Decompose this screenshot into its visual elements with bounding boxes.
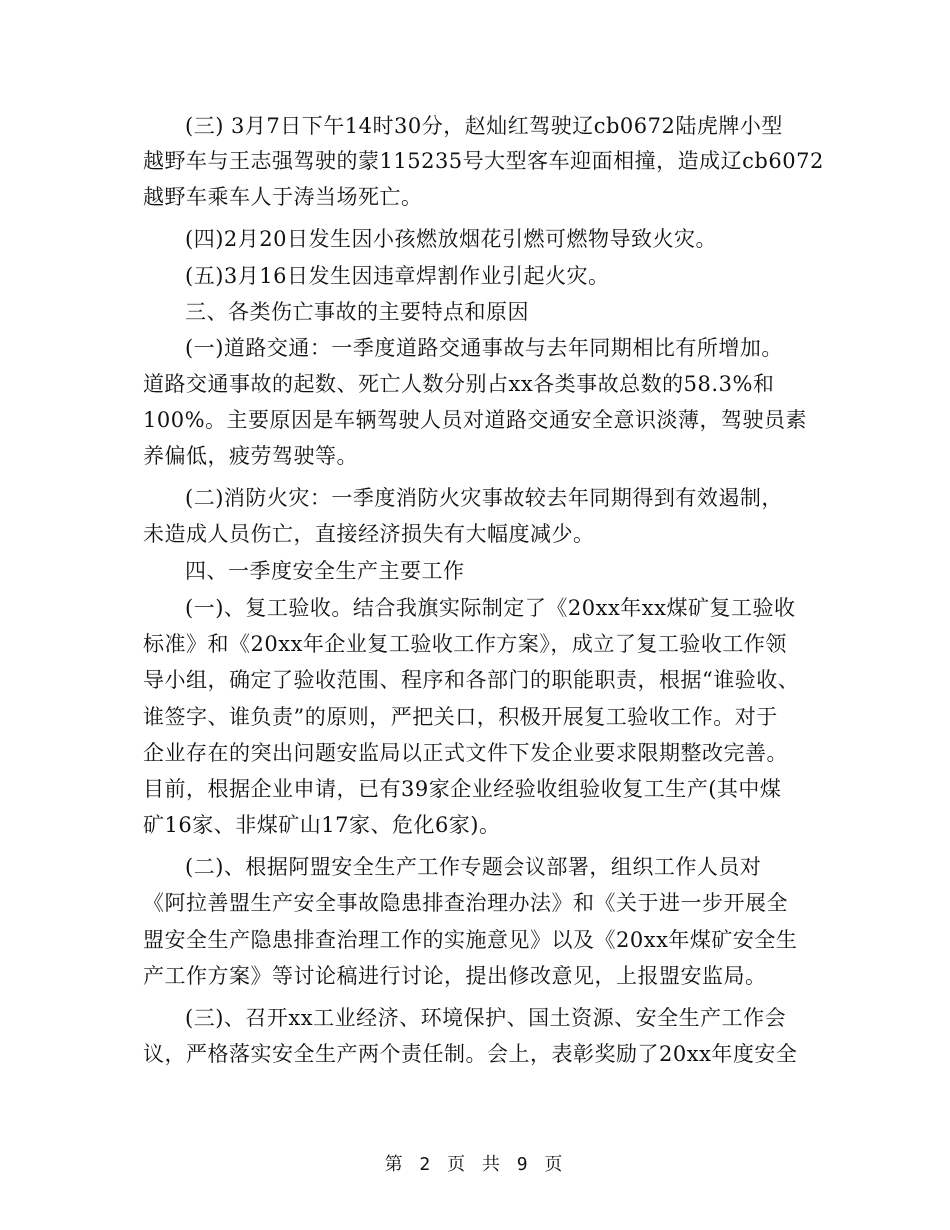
section-heading: 四、一季度安全生产主要工作 bbox=[185, 559, 465, 583]
paragraph-line: (四)2月20日发生因小孩燃放烟花引燃可燃物导致火灾。 bbox=[185, 227, 717, 251]
paragraph-line: 导小组，确定了验收范围、程序和各部门的职能职责，根据“谁验收、 bbox=[143, 668, 800, 692]
section-heading: 三、各类伤亡事故的主要特点和原因 bbox=[185, 300, 529, 324]
paragraph-line: 道路交通事故的起数、死亡人数分别占xx各类事故总数的58.3%和 bbox=[143, 372, 775, 396]
paragraph-line: (二)消防火灾：一季度消防火灾事故较去年同期得到有效遏制， bbox=[185, 486, 783, 510]
paragraph-line: 《阿拉善盟生产安全事故隐患排查治理办法》和《关于进一步开展全 bbox=[143, 891, 788, 915]
paragraph-line: (一)道路交通：一季度道路交通事故与去年同期相比有所增加。 bbox=[185, 336, 783, 360]
paragraph-line: 产工作方案》等讨论稿进行讨论，提出修改意见，上报盟安监局。 bbox=[143, 964, 767, 988]
page-number-footer: 第 2 页 共 9 页 bbox=[384, 1154, 566, 1175]
paragraph-line: 越野车与王志强驾驶的蒙115235号大型客车迎面相撞，造成辽cb6072 bbox=[143, 149, 824, 173]
paragraph-line: (二)、根据阿盟安全生产工作专题会议部署，组织工作人员对 bbox=[185, 855, 762, 879]
paragraph-line: 议，严格落实安全生产两个责任制。会上，表彰奖励了20xx年度安全 bbox=[143, 1042, 798, 1066]
paragraph-line: 养偏低，疲劳驾驶等。 bbox=[143, 444, 358, 468]
paragraph-line: 矿16家、非煤矿山17家、危化6家)。 bbox=[143, 813, 501, 837]
paragraph-line: (三) 3月7日下午14时30分，赵灿红驾驶辽cb0672陆虎牌小型 bbox=[185, 114, 783, 138]
paragraph-line: (三)、召开xx工业经济、环境保护、国土资源、安全生产工作会 bbox=[185, 1006, 787, 1030]
paragraph-line: 越野车乘车人于涛当场死亡。 bbox=[143, 185, 423, 209]
paragraph-line: 谁签字、谁负责”的原则，严把关口，积极开展复工验收工作。对于 bbox=[143, 705, 778, 729]
paragraph-line: (一)、复工验收。结合我旗实际制定了《20xx年xx煤矿复工验收 bbox=[185, 596, 796, 620]
paragraph-line: 盟安全生产隐患排查治理工作的实施意见》以及《20xx年煤矿安全生 bbox=[143, 928, 798, 952]
paragraph-line: 企业存在的突出问题安监局以正式文件下发企业要求限期整改完善。 bbox=[143, 741, 788, 765]
paragraph-line: 标准》和《20xx年企业复工验收工作方案》，成立了复工验收工作领 bbox=[143, 632, 787, 656]
paragraph-line: 未造成人员伤亡，直接经济损失有大幅度减少。 bbox=[143, 522, 595, 546]
paragraph-line: 目前，根据企业申请，已有39家企业经验收组验收复工生产(其中煤 bbox=[143, 777, 782, 801]
paragraph-line: 100%。主要原因是车辆驾驶人员对道路交通安全意识淡薄，驾驶员素 bbox=[143, 408, 808, 432]
paragraph-line: (五)3月16日发生因违章焊割作业引起火灾。 bbox=[185, 264, 610, 288]
